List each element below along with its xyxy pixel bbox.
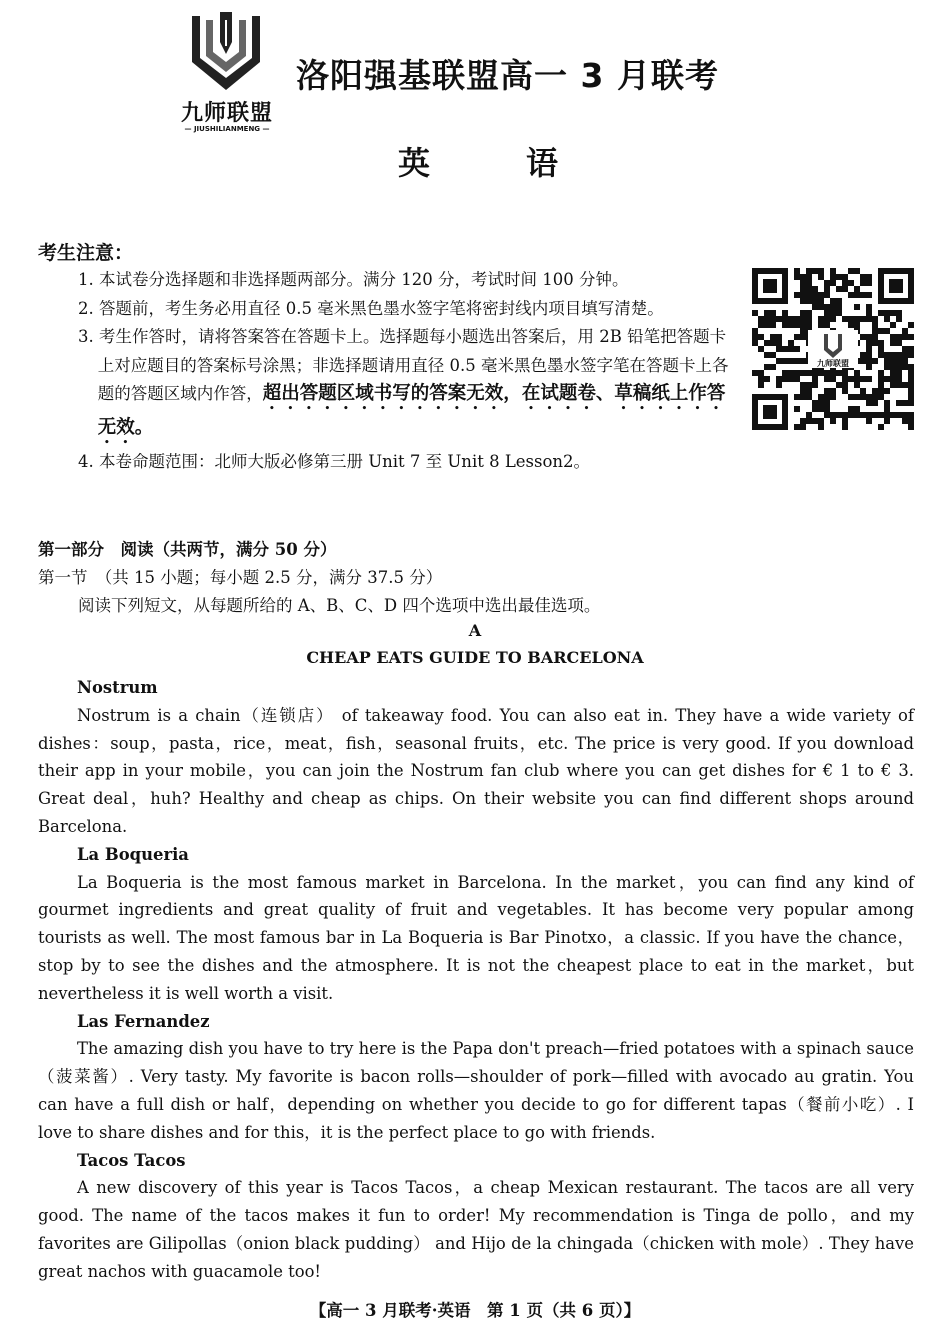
jiushi-logo: [170, 12, 284, 132]
restaurant-heading: La Boqueria: [77, 844, 189, 864]
notice-item: 4. 本卷命题范围：北师大版必修第三册 Unit 7 至 Unit 8 Lesson2。: [78, 452, 591, 471]
notice-item: 2. 答题前，考生务必用直径 0.5 毫米黑色墨水签字笔将密封线内项目填写清楚。: [78, 298, 664, 318]
section-instruction: 阅读下列短文，从每题所给的 A、B、C、D 四个选项中选出最佳选项。: [78, 596, 601, 615]
notice-item: 1. 本试卷分选择题和非选择题两部分。满分 120 分，考试时间 100 分钟。: [78, 270, 629, 289]
qr-code-icon: [752, 268, 914, 430]
notice-heading: 考生注意：: [38, 242, 134, 264]
passage-title: CHEAP EATS GUIDE TO BARCELONA: [306, 648, 644, 667]
logo-name: 九师联盟: [180, 101, 273, 126]
restaurant-paragraph: A new discovery of this year is Tacos Tacos，a cheap Mexican restaurant. The tacos are all very good. The name of the tacos makes it fun to order! My recommendation is Tinga de pollo，and my favorites are Gilipollas（onion black pudding） and Hijo de la chingada（chicken with mole）. They have great nachos with guacamole too!: [38, 1178, 914, 1281]
notice-emphasis: 在试题卷、草稿纸上作答无效。: [97, 383, 726, 438]
exam-title: 洛阳强基联盟高一 3 月联考: [296, 56, 719, 95]
notice-emphasis: 超出答题区域书写的答案无效，: [262, 383, 522, 404]
subject-char: 英: [398, 144, 431, 182]
passage-body: [38, 674, 914, 1286]
part-heading: 第一部分 阅读（共两节，满分 50 分）: [38, 540, 337, 559]
logo-subtitle: — JIUSHILIANMENG —: [184, 125, 270, 133]
restaurant-paragraph: La Boqueria is the most famous market in Barcelona. In the market，you can find any kind of gourmet ingredients and great quality of fruit and vegetables. It has become very popular among tourists as well. The most famous bar in La Boqueria is Bar Pinotxo，a classic. If you have the chance，stop by to see the dishes and the atmosphere. It is not the cheapest place to eat in the market，but nevertheless it is well worth a visit.: [38, 872, 914, 1003]
subject-char: 语: [525, 144, 558, 182]
passage-letter: A: [468, 621, 482, 640]
subject-title: [398, 138, 558, 184]
page-footer: 【高一 3 月联考·英语 第 1 页（共 6 页）】: [309, 1301, 641, 1320]
notice-list: [78, 266, 738, 477]
notice-item-text: 3. 考生作答时，请将答案答在答题卡上。选择题每小题选出答案后，用 2B 铅笔把答题卡上对应题目的答案标号涂黑；非选择题请用直径 0.5 毫米黑色墨水签字笔在答题卡上各题的答题区域内作答，: [78, 327, 729, 403]
qr-label: 九师联盟: [817, 359, 849, 368]
restaurant-heading: Tacos Tacos: [77, 1150, 186, 1170]
notice-item: [78, 323, 738, 448]
pen-nib-logo-icon: [188, 12, 264, 92]
restaurant-heading: Nostrum: [77, 678, 158, 697]
section-heading: 第一节 （共 15 小题；每小题 2.5 分，满分 37.5 分）: [38, 568, 443, 587]
restaurant-heading: Las Fernandez: [77, 1011, 210, 1031]
restaurant-paragraph: Nostrum is a chain（连锁店） of takeaway food. You can also eat in. They have a wide variety of dishes：soup，pasta，rice，meat，fish，seasonal fruits，etc. The price is very good. If you download their app in your mobile，you can join the Nostrum fan club where you can get dishes for € 1 to € 3. Great deal，huh? Healthy and cheap as chips. On their website you can find different shops around Barcelona.: [38, 705, 914, 836]
restaurant-paragraph: The amazing dish you have to try here is the Papa don't preach—fried potatoes with a spinach sauce（菠菜酱）. Very tasty. My favorite is bacon rolls—shoulder of pork—filled with avocado au gratin. You can have a full dish or half，depending on whether you decide to go for different tapas（餐前小吃）. I love to share dishes and for this，it is the perfect place to go with friends.: [38, 1039, 914, 1142]
